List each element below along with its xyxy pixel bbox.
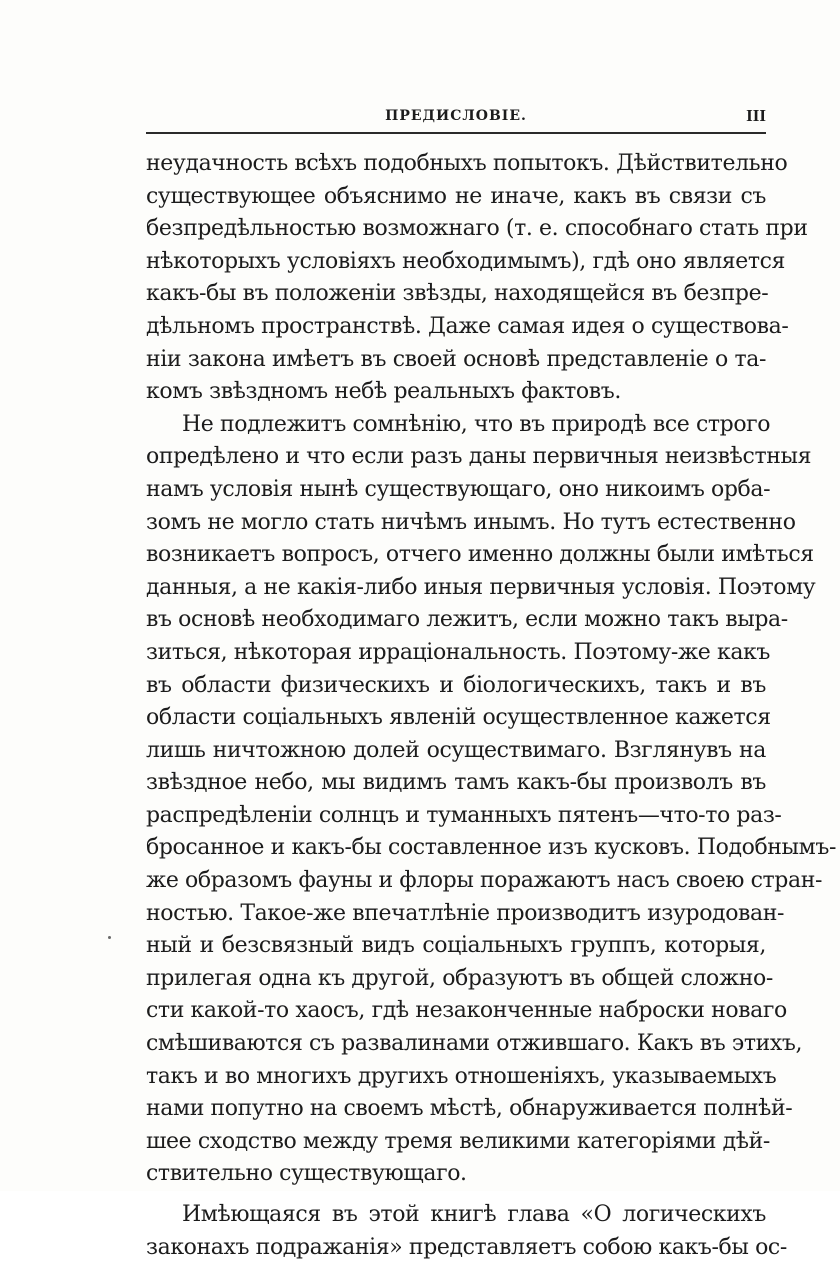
- text-line: зиться, нѣкоторая ирраціональность. Поэтому-же какъ: [146, 639, 771, 665]
- paragraph-3: [146, 1199, 787, 1264]
- text-line: ніи закона имѣетъ въ своей основѣ представленіе о та-: [146, 346, 766, 372]
- text-line: намъ условія нынѣ существующаго, оно никоимъ орба-: [146, 476, 771, 502]
- margin-speck: [108, 936, 111, 939]
- text-line: прилегая одна къ другой, образуютъ въ общей сложно-: [146, 965, 773, 991]
- text-line: Имѣющаяся въ этой книгѣ глава «О логическихъ: [182, 1202, 766, 1227]
- text-line: ный и безсвязный видъ соціальныхъ группъ, которыя,: [146, 933, 766, 959]
- page-number: III: [746, 106, 766, 125]
- running-title: ПРЕДИСЛОВІЕ.: [385, 108, 527, 124]
- text-line: какъ-бы въ положеніи звѣзды, находящейся въ безпре-: [146, 281, 769, 307]
- body-text: [146, 148, 837, 1264]
- text-line: бросанное и какъ-бы составленное изъ кусковъ. Подобнымъ-: [146, 835, 837, 861]
- text-line: распредѣленіи солнцъ и туманныхъ пятенъ—что-то раз-: [146, 802, 782, 828]
- text-line: существующее объяснимо не иначе, какъ въ связи съ: [146, 183, 766, 209]
- text-line: шее сходство между тремя великими категоріями дѣй-: [146, 1128, 770, 1154]
- text-line: возникаетъ вопросъ, отчего именно должны были имѣться: [146, 542, 814, 568]
- text-line: ствительно существующаго.: [146, 1161, 467, 1187]
- page-header: [146, 106, 766, 130]
- text-line: дѣльномъ пространствѣ. Даже самая идея о существова-: [146, 313, 789, 339]
- text-line: области соціальныхъ явленій осуществленное кажется: [146, 705, 771, 731]
- text-line: опредѣлено и что если разъ даны первичныя неизвѣстныя: [146, 444, 812, 470]
- header-rule: [146, 132, 766, 134]
- text-line: въ области физическихъ и біологическихъ, такъ и въ: [146, 672, 766, 698]
- text-line: данныя, а не какія-либо иныя первичныя условія. Поэтому: [146, 574, 816, 600]
- text-line: смѣшиваются съ развалинами отжившаго. Какъ въ этихъ,: [146, 1031, 803, 1057]
- text-line: такъ и во многихъ другихъ отношеніяхъ, указываемыхъ: [146, 1063, 777, 1089]
- text-line: законахъ подражанія» представляетъ собою какъ-бы ос-: [146, 1234, 787, 1260]
- text-line: неудачность всѣхъ подобныхъ попытокъ. Дѣйствительно: [146, 151, 788, 176]
- text-line: звѣздное небо, мы видимъ тамъ какъ-бы произволъ въ: [146, 770, 766, 796]
- text-line: ностью. Такое-же впечатлѣніе производитъ изуродован-: [146, 900, 785, 926]
- text-line: безпредѣльностью возможнаго (т. е. способнаго стать при: [146, 216, 808, 242]
- text-line: въ основѣ необходимаго лежитъ, если можно такъ выра-: [146, 607, 788, 633]
- paragraph-2: [146, 409, 837, 1191]
- text-line: нѣкоторыхъ условіяхъ необходимымъ), гдѣ оно является: [146, 248, 786, 274]
- text-line: лишь ничтожною долей осуществимаго. Взглянувъ на: [146, 737, 766, 763]
- text-line: Не подлежитъ сомнѣнію, что въ природѣ все строго: [182, 411, 771, 437]
- text-line: же образомъ фауны и флоры поражаютъ насъ своею стран-: [146, 868, 822, 894]
- text-line: зомъ не могло стать ничѣмъ инымъ. Но тутъ естественно: [146, 509, 796, 535]
- text-line: нами попутно на своемъ мѣстѣ, обнаруживается полнѣй-: [146, 1096, 793, 1122]
- paragraph-1: [146, 148, 808, 409]
- paragraph-gap: [146, 1191, 766, 1199]
- text-line: сти какой-то хаосъ, гдѣ незаконченные наброски новаго: [146, 998, 787, 1024]
- text-line: комъ звѣздномъ небѣ реальныхъ фактовъ.: [146, 379, 621, 405]
